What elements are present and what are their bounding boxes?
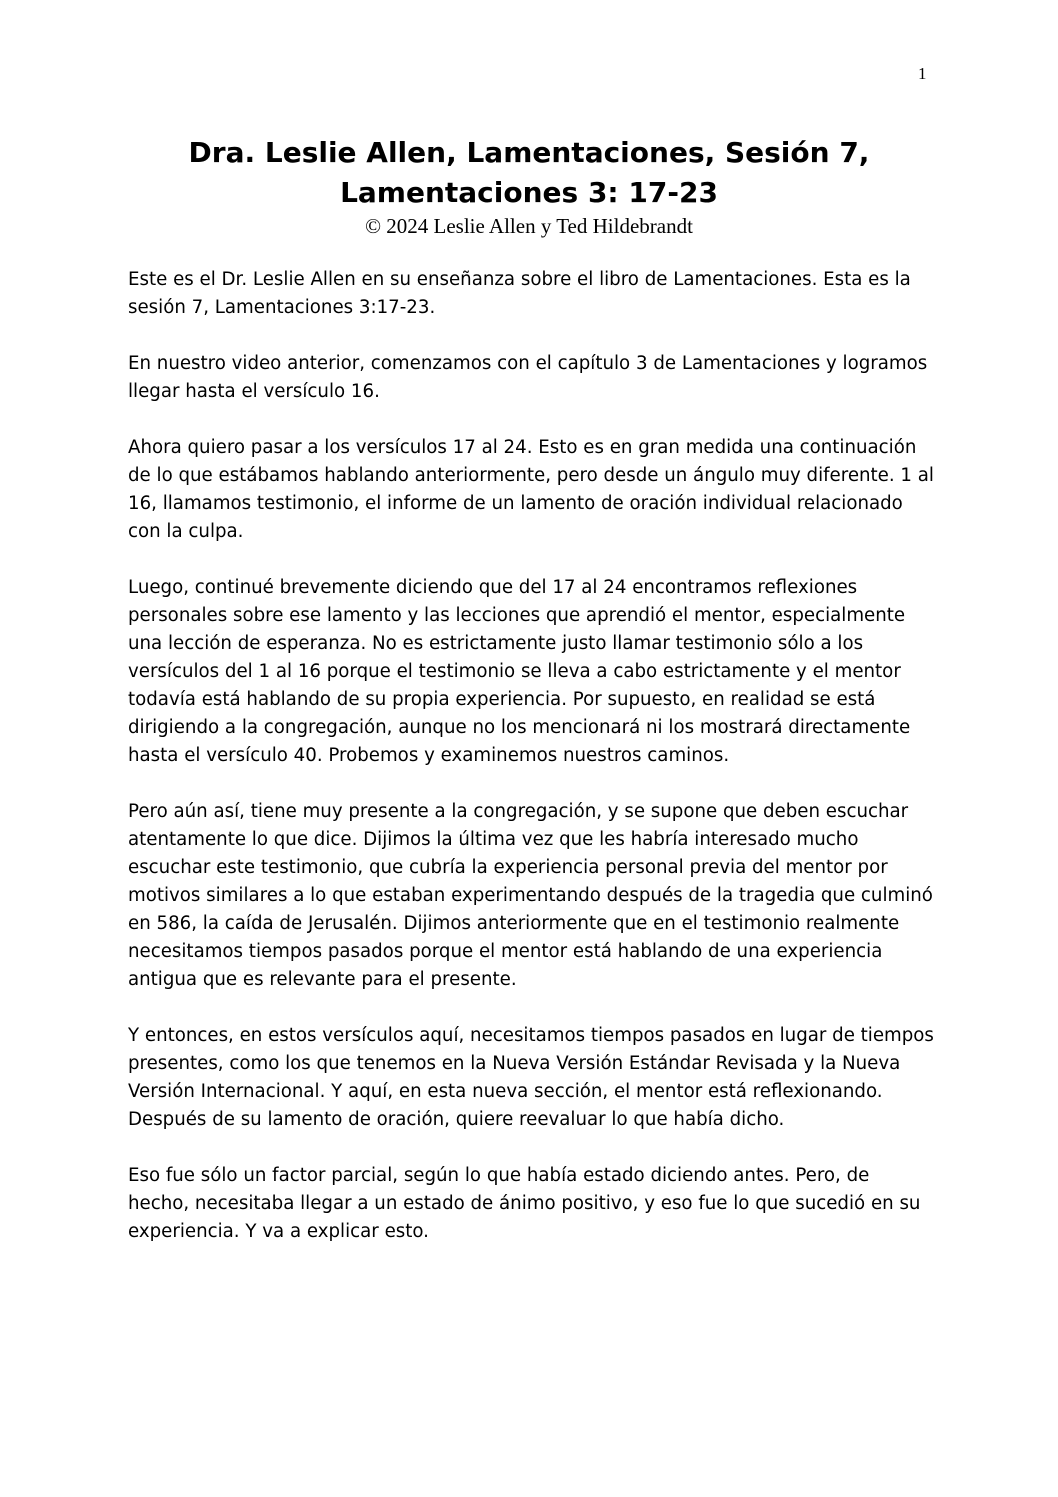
document-title-line-2: Lamentaciones 3: 17-23 [340, 176, 718, 209]
document-body [128, 266, 936, 1274]
paragraph-6: Y entonces, en estos versículos aquí, necesitamos tiempos pasados en lugar de tiempos presentes, como los que tenemos en la Nueva Versión Estándar Revisada y la Nueva Versión Internacional. Y aquí, en esta nueva sección, el mentor está reflexionando. Después de su lamento de oración, quiere reevaluar lo que había dicho. [128, 1025, 934, 1130]
paragraph-3: Ahora quiero pasar a los versículos 17 al 24. Esto es en gran medida una continuación de lo que estábamos hablando anteriormente, pero desde un ángulo muy diferente. 1 al 16, llamamos testimonio, el informe de un lamento de oración individual relacionado con la culpa. [128, 437, 934, 542]
paragraph-1: Este es el Dr. Leslie Allen en su enseñanza sobre el libro de Lamentaciones. Esta es la sesión 7, Lamentaciones 3:17-23. [128, 269, 911, 318]
paragraph-7: Eso fue sólo un factor parcial, según lo que había estado diciendo antes. Pero, de hecho, necesitaba llegar a un estado de ánimo positivo, y eso fue lo que sucedió en su experiencia. Y va a explicar esto. [128, 1165, 921, 1242]
document-header [100, 133, 958, 237]
paragraph-4: Luego, continué brevemente diciendo que del 17 al 24 encontramos reflexiones personales sobre ese lamento y las lecciones que aprendió el mentor, especialmente una lección de esperanza. No es estrictamente justo llamar testimonio sólo a los versículos del 1 al 16 porque el testimonio se lleva a cabo estrictamente y el mentor todavía está hablando de su propia experiencia. Por supuesto, en realidad se está dirigiendo a la congregación, aunque no los mencionará ni los mostrará directamente hasta el versículo 40. Probemos y examinemos nuestros caminos. [128, 577, 911, 766]
page-number: 1 [918, 64, 927, 83]
paragraph-5: Pero aún así, tiene muy presente a la congregación, y se supone que deben escuchar atentamente lo que dice. Dijimos la última vez que les habría interesado mucho escuchar este testimonio, que cubría la experiencia personal previa del mentor por motivos similares a lo que estaban experimentando después de la tragedia que culminó en 586, la caída de Jerusalén. Dijimos anteriormente que en el testimonio realmente necesitamos tiempos pasados porque el mentor está hablando de una experiencia antigua que es relevante para el presente. [128, 801, 933, 990]
copyright-notice: © 2024 Leslie Allen y Ted Hildebrandt [365, 214, 693, 238]
paragraph-2: En nuestro video anterior, comenzamos con el capítulo 3 de Lamentaciones y logramos llegar hasta el versículo 16. [128, 353, 928, 402]
document-title-line-1: Dra. Leslie Allen, Lamentaciones, Sesión 7, [188, 136, 870, 169]
